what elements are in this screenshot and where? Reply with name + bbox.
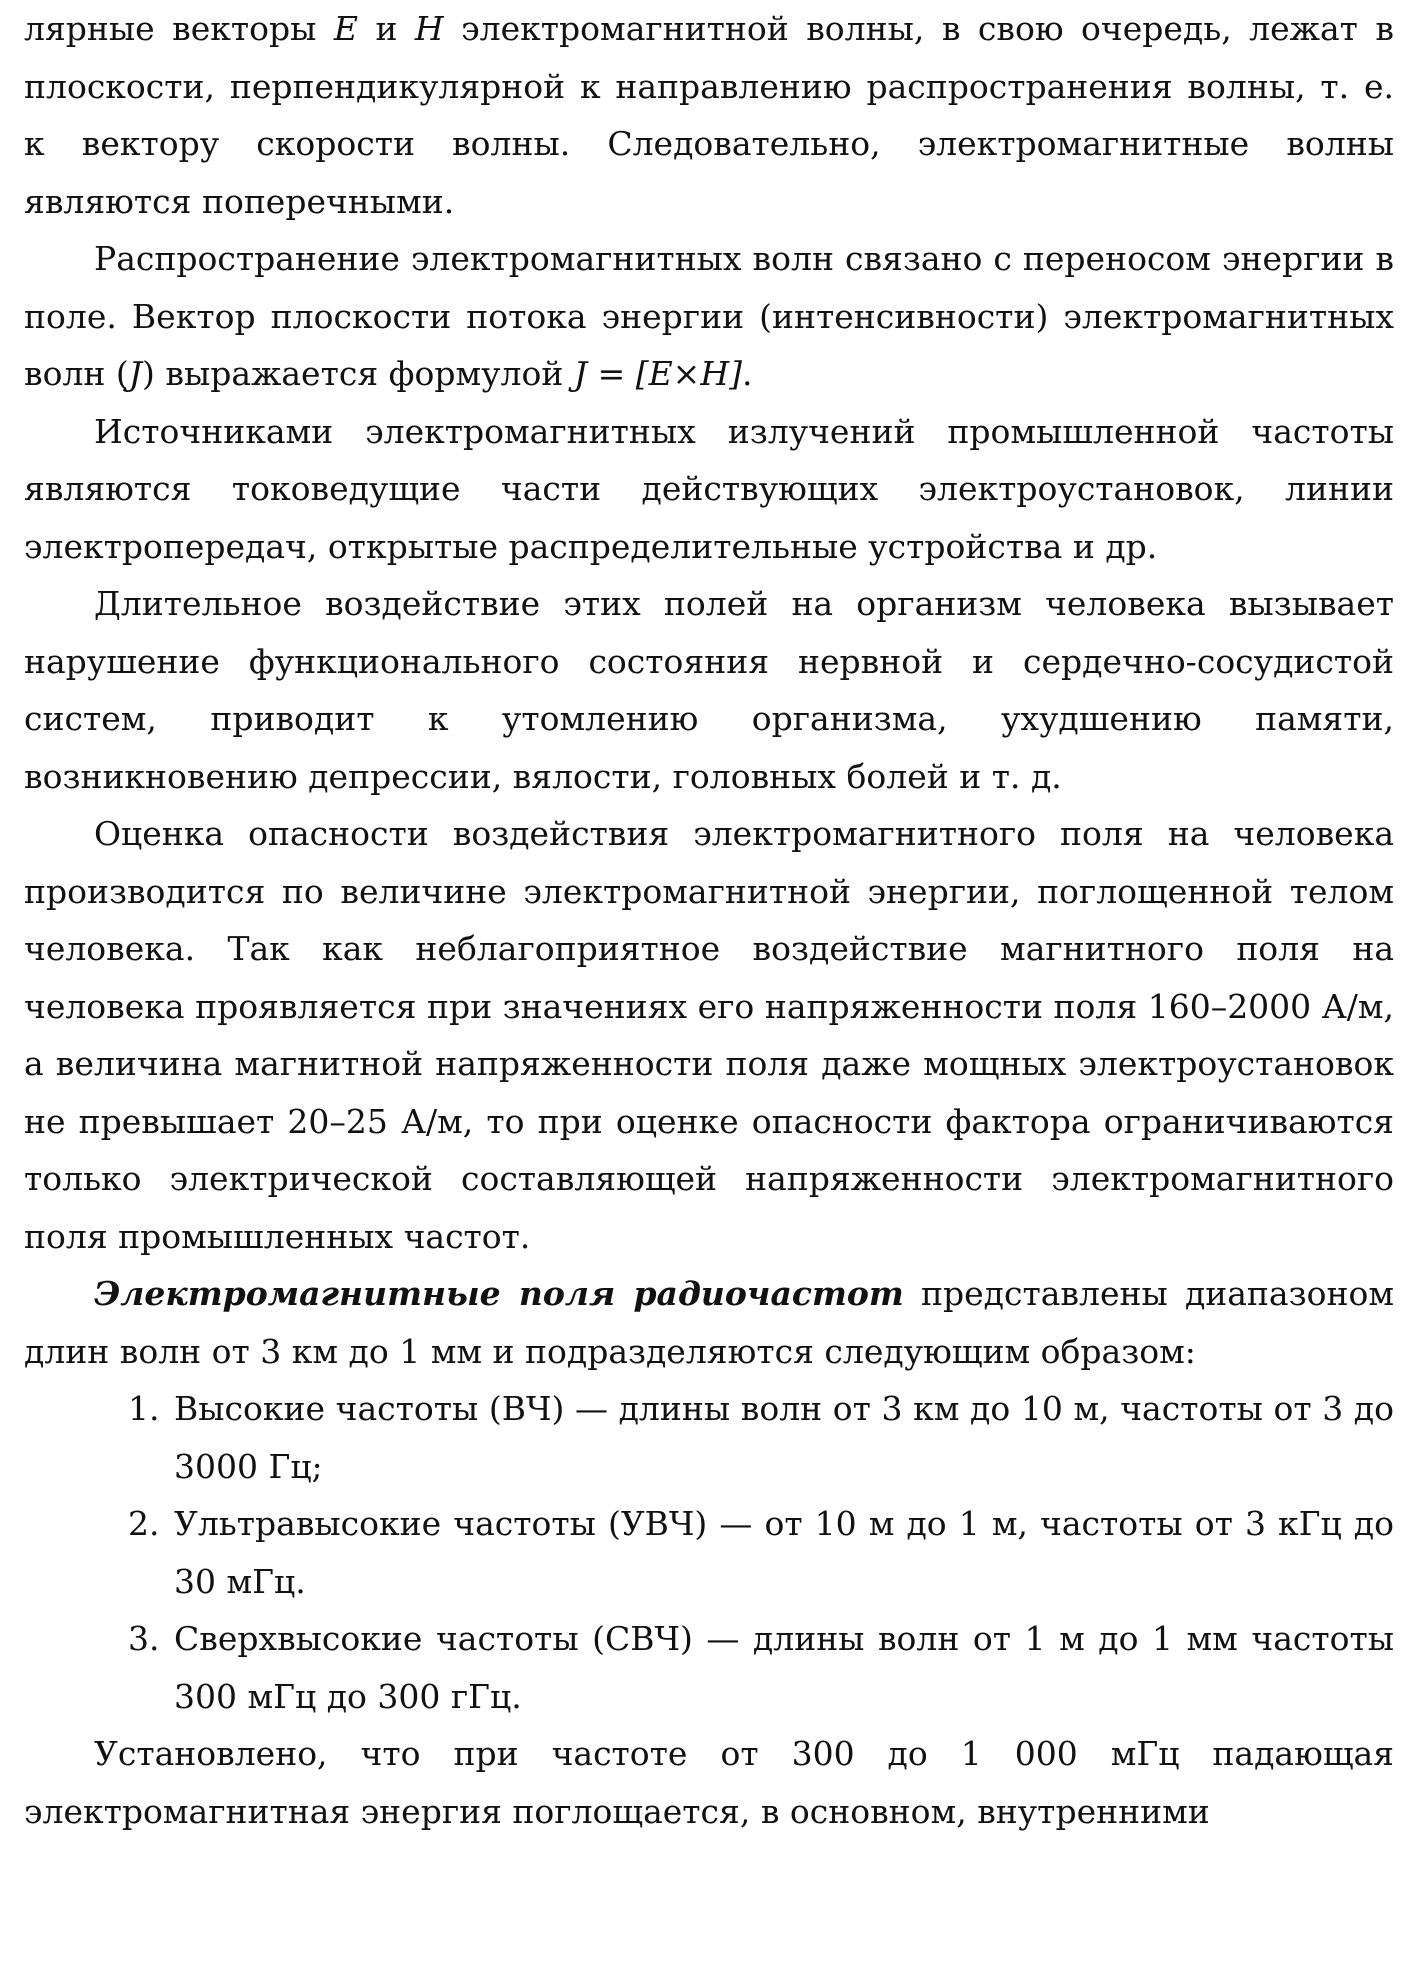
list-item-text: Высокие частоты (ВЧ) — длины волн от 3 км до 10 м, частоты от 3 до 3000 Гц; — [174, 1389, 1394, 1486]
paragraph-energy-flux — [24, 230, 1394, 403]
list-item-number: 1. — [128, 1389, 160, 1428]
list-item-text: Сверхвысокие частоты (СВЧ) — длины волн от 1 м до 1 мм частоты 300 мГц до 300 гГц. — [174, 1619, 1394, 1716]
paragraph-sources: Источниками электромагнитных излучений промышленной частоты являются токоведущие части действующих электроустановок, линии электропередач, открытые распределительные устройства и др. — [24, 411, 1394, 566]
text-segment: Распространение электромагнитных волн связано с переносом энергии в поле. Вектор плоскости потока энергии (интенсивности) электромагнитных волн ( — [24, 239, 1394, 393]
paragraph-absorption: Установлено, что при частоте от 300 до 1 000 мГц падающая электромагнитная энергия поглощается, в основном, внутренними — [24, 1734, 1394, 1831]
text-segment: ) выражается формулой — [142, 354, 574, 393]
variable-e: E — [333, 9, 358, 48]
text-segment: электромагнитной волны, в свою очередь, лежат в плоскости, перпендикулярной к направлению распространения волны, т. е. к вектору скорости волны. Следовательно, электромагнитные волны являются поперечными. — [24, 9, 1394, 221]
variable-j: J — [128, 354, 143, 393]
variable-h: H — [414, 9, 444, 48]
term-radio-frequency-fields: Электромагнитные поля радиочастот — [94, 1274, 904, 1313]
text-segment: представлены диапазоном длин волн от 3 км до 1 мм и подразделяются следующим образом: — [24, 1274, 1394, 1371]
paragraph-health-effects: Длительное воздействие этих полей на организм человека вызывает нарушение функционального состояния нервной и сердечно-сосудистой систем, приводит к утомлению организма, ухудшению памяти, возникновению депрессии, вялости, головных болей и т. д. — [24, 584, 1394, 796]
list-item — [128, 1380, 1394, 1495]
text-segment: . — [742, 354, 753, 393]
formula-j: J = [E×H] — [573, 354, 742, 393]
paragraph-wave-vectors — [24, 0, 1394, 230]
text-segment: лярные векторы — [24, 9, 334, 48]
document-page — [24, 0, 1394, 1840]
list-item — [128, 1610, 1394, 1725]
paragraph-radio-frequencies — [24, 1265, 1394, 1380]
list-item-number: 3. — [128, 1619, 160, 1658]
list-item — [128, 1495, 1394, 1610]
frequency-bands-list — [24, 1380, 1394, 1725]
text-segment: и — [357, 9, 415, 48]
list-item-number: 2. — [128, 1504, 160, 1543]
paragraph-hazard-assessment: Оценка опасности воздействия электромагнитного поля на человека производится по величине электромагнитной энергии, поглощенной телом человека. Так как неблагоприятное воздействие магнитного поля на человека проявляется при значениях его напряженности поля 160–2000 А/м, а величина магнитной напряженности поля даже мощных электроустановок не превышает 20–25 А/м, то при оценке опасности фактора ограничиваются только электрической составляющей напряженности электромагнитного поля промышленных частот. — [24, 814, 1394, 1256]
list-item-text: Ультравысокие частоты (УВЧ) — от 10 м до 1 м, частоты от 3 кГц до 30 мГц. — [174, 1504, 1394, 1601]
